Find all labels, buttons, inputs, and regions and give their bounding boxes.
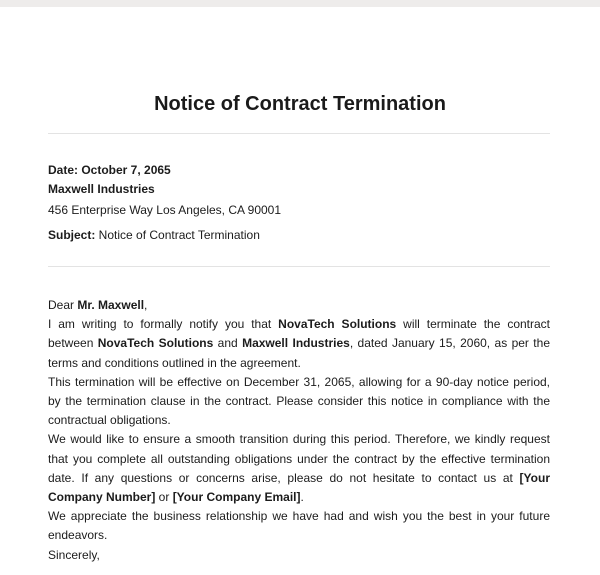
recipient-address: 456 Enterprise Way Los Angeles, CA 90001 bbox=[48, 203, 282, 217]
document-page bbox=[0, 7, 600, 575]
subject-text: Notice of Contract Termination bbox=[95, 228, 260, 242]
text-run: , dated January 15, 2060, as per the terms and conditions outlined in the agreement. bbox=[48, 336, 550, 370]
divider bbox=[48, 266, 550, 267]
document-title: Notice of Contract Termination bbox=[154, 93, 446, 115]
text-run: . bbox=[300, 490, 304, 505]
recipient-company: Maxwell Industries bbox=[48, 182, 155, 196]
letter-body bbox=[48, 296, 550, 565]
text-run: I am writing to formally notify you that bbox=[48, 317, 279, 332]
salutation-suffix: , bbox=[144, 298, 148, 312]
bold-run: Maxwell Industries bbox=[242, 336, 350, 351]
text-run: will terminate the contract between bbox=[48, 317, 550, 351]
salutation bbox=[48, 296, 550, 315]
date-line: Date: October 7, 2065 bbox=[48, 163, 171, 177]
text-run: We would like to ensure a smooth transition during this period. Therefore, we kindly request that you complete all outstanding obligations under the contract by the effective termination date. If any questions or concerns arise, please do not hesitate to contact us at bbox=[48, 432, 550, 485]
paragraph-appreciation: We appreciate the business relationship we have had and wish you the best in your future endeavors. bbox=[48, 509, 550, 543]
subject-line bbox=[48, 227, 260, 243]
text-run: and bbox=[213, 336, 243, 351]
paragraph-notification bbox=[48, 315, 550, 373]
salutation-name: Mr. Maxwell bbox=[77, 298, 145, 312]
bold-run: [Your Company Email] bbox=[172, 490, 301, 505]
divider bbox=[48, 133, 550, 134]
bold-run: NovaTech Solutions bbox=[97, 336, 214, 351]
closing: Sincerely, bbox=[48, 547, 100, 562]
subject-label: Subject: bbox=[48, 228, 96, 242]
bold-run: [Your Company Number] bbox=[48, 470, 550, 505]
salutation-prefix: Dear bbox=[48, 298, 78, 312]
bold-run: NovaTech Solutions bbox=[278, 317, 397, 332]
text-run: or bbox=[155, 490, 173, 505]
paragraph-transition bbox=[48, 430, 550, 507]
paragraph-effective-date: This termination will be effective on December 31, 2065, allowing for a 90-day notice period, by the termination clause in the contract. Please consider this notice in compliance with the contractual obligations. bbox=[48, 374, 550, 428]
